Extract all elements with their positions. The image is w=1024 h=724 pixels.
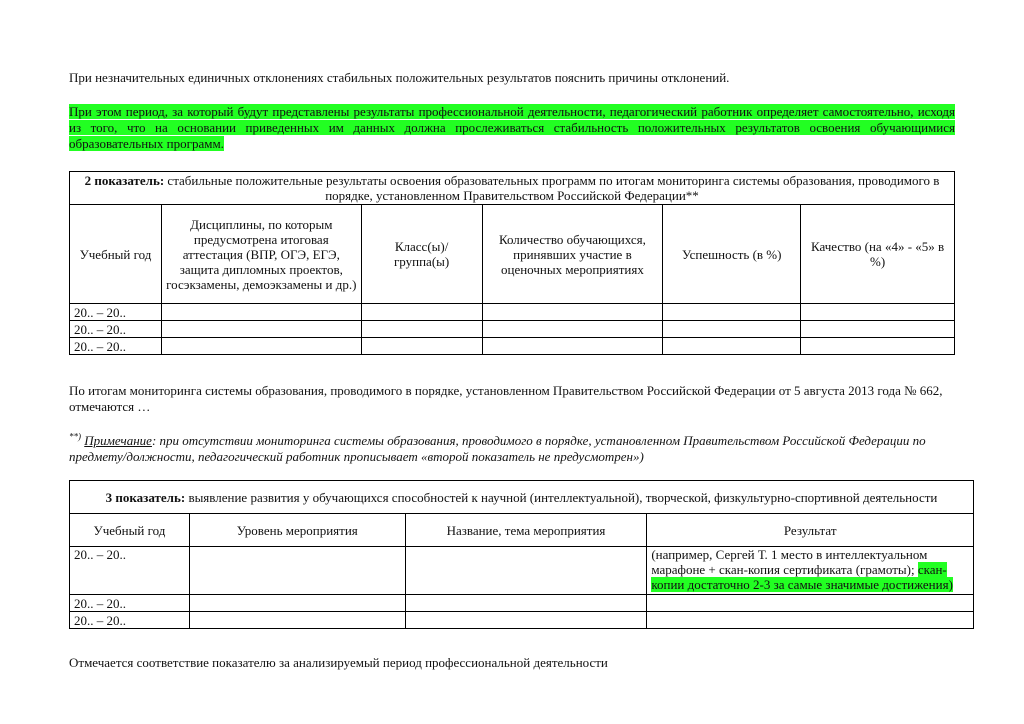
- header-students-count: Количество обучающихся, принявших участие в оценочных мероприятиях: [482, 205, 663, 304]
- row-year: 20.. – 20..: [70, 338, 162, 355]
- header-quality: Качество (на «4» - «5» в %): [801, 205, 955, 304]
- table-row: [70, 321, 955, 338]
- closing-line: Отмечается соответствие показателю за анализируемый период профессиональной деятельности: [69, 655, 608, 670]
- header-event-name: Название, тема мероприятия: [405, 514, 647, 547]
- header-year: Учебный год: [70, 205, 162, 304]
- table-row: [70, 338, 955, 355]
- row-year: 20.. – 20..: [70, 304, 162, 321]
- result-example: (например, Сергей Т. 1 место в интеллектуальном марафоне + скан-копия сертификата (грамоты); скан-копии достаточно 2-3 за самые значимые достижения): [647, 547, 974, 595]
- intro-line: При незначительных единичных отклонениях стабильных положительных результатов пояснить причины отклонений.: [69, 70, 730, 85]
- indicator-2-title: 2 показатель: стабильные положительные результаты освоения образовательных программ по итогам мониторинга системы образования, проводимого в порядке, установленном Правительством Российской Федерации**: [70, 172, 955, 205]
- table-row: [70, 304, 955, 321]
- header-result: Результат: [647, 514, 974, 547]
- table-row: [70, 595, 974, 612]
- indicator-3-table: [69, 480, 974, 629]
- monitoring-paragraph: По итогам мониторинга системы образования, проводимого в порядке, установленном Правительством Российской Федерации от 5 августа 2013 года № 662, отмечаются …: [69, 383, 943, 414]
- table-row: [70, 547, 974, 595]
- note-paragraph: **) Примечание: при отсутствии мониторинга системы образования, проводимого в порядке, установленном Правительством Российской Федерации по предмету/должности, педагогический работник прописывает «второй показатель не предусмотрен»): [69, 431, 926, 464]
- row-year: 20.. – 20..: [70, 595, 190, 612]
- header-event-level: Уровень мероприятия: [189, 514, 405, 547]
- header-class: Класс(ы)/ группа(ы): [361, 205, 482, 304]
- header-disciplines: Дисциплины, по которым предусмотрена итоговая аттестация (ВПР, ОГЭ, ЕГЭ, защита дипломных проектов, госэкзамены, демоэкзамены и др.): [161, 205, 361, 304]
- indicator-3-title: 3 показатель: выявление развития у обучающихся способностей к научной (интеллектуальной), творческой, физкультурно-спортивной деятельности: [70, 481, 974, 514]
- row-year: 20.. – 20..: [70, 547, 190, 595]
- row-year: 20.. – 20..: [70, 321, 162, 338]
- indicator-2-table: [69, 171, 955, 355]
- header-year: Учебный год: [70, 514, 190, 547]
- highlighted-paragraph: [69, 104, 955, 152]
- row-year: 20.. – 20..: [70, 612, 190, 629]
- table-row: [70, 612, 974, 629]
- highlight-text: При этом период, за который будут представлены результаты профессиональной деятельности, педагогический работник определяет самостоятельно, исходя из того, что на основании приведенных им данных должна прослеживаться стабильность положительных результатов освоения обучающимися образовательных программ.: [69, 104, 955, 151]
- header-success: Успешность (в %): [663, 205, 801, 304]
